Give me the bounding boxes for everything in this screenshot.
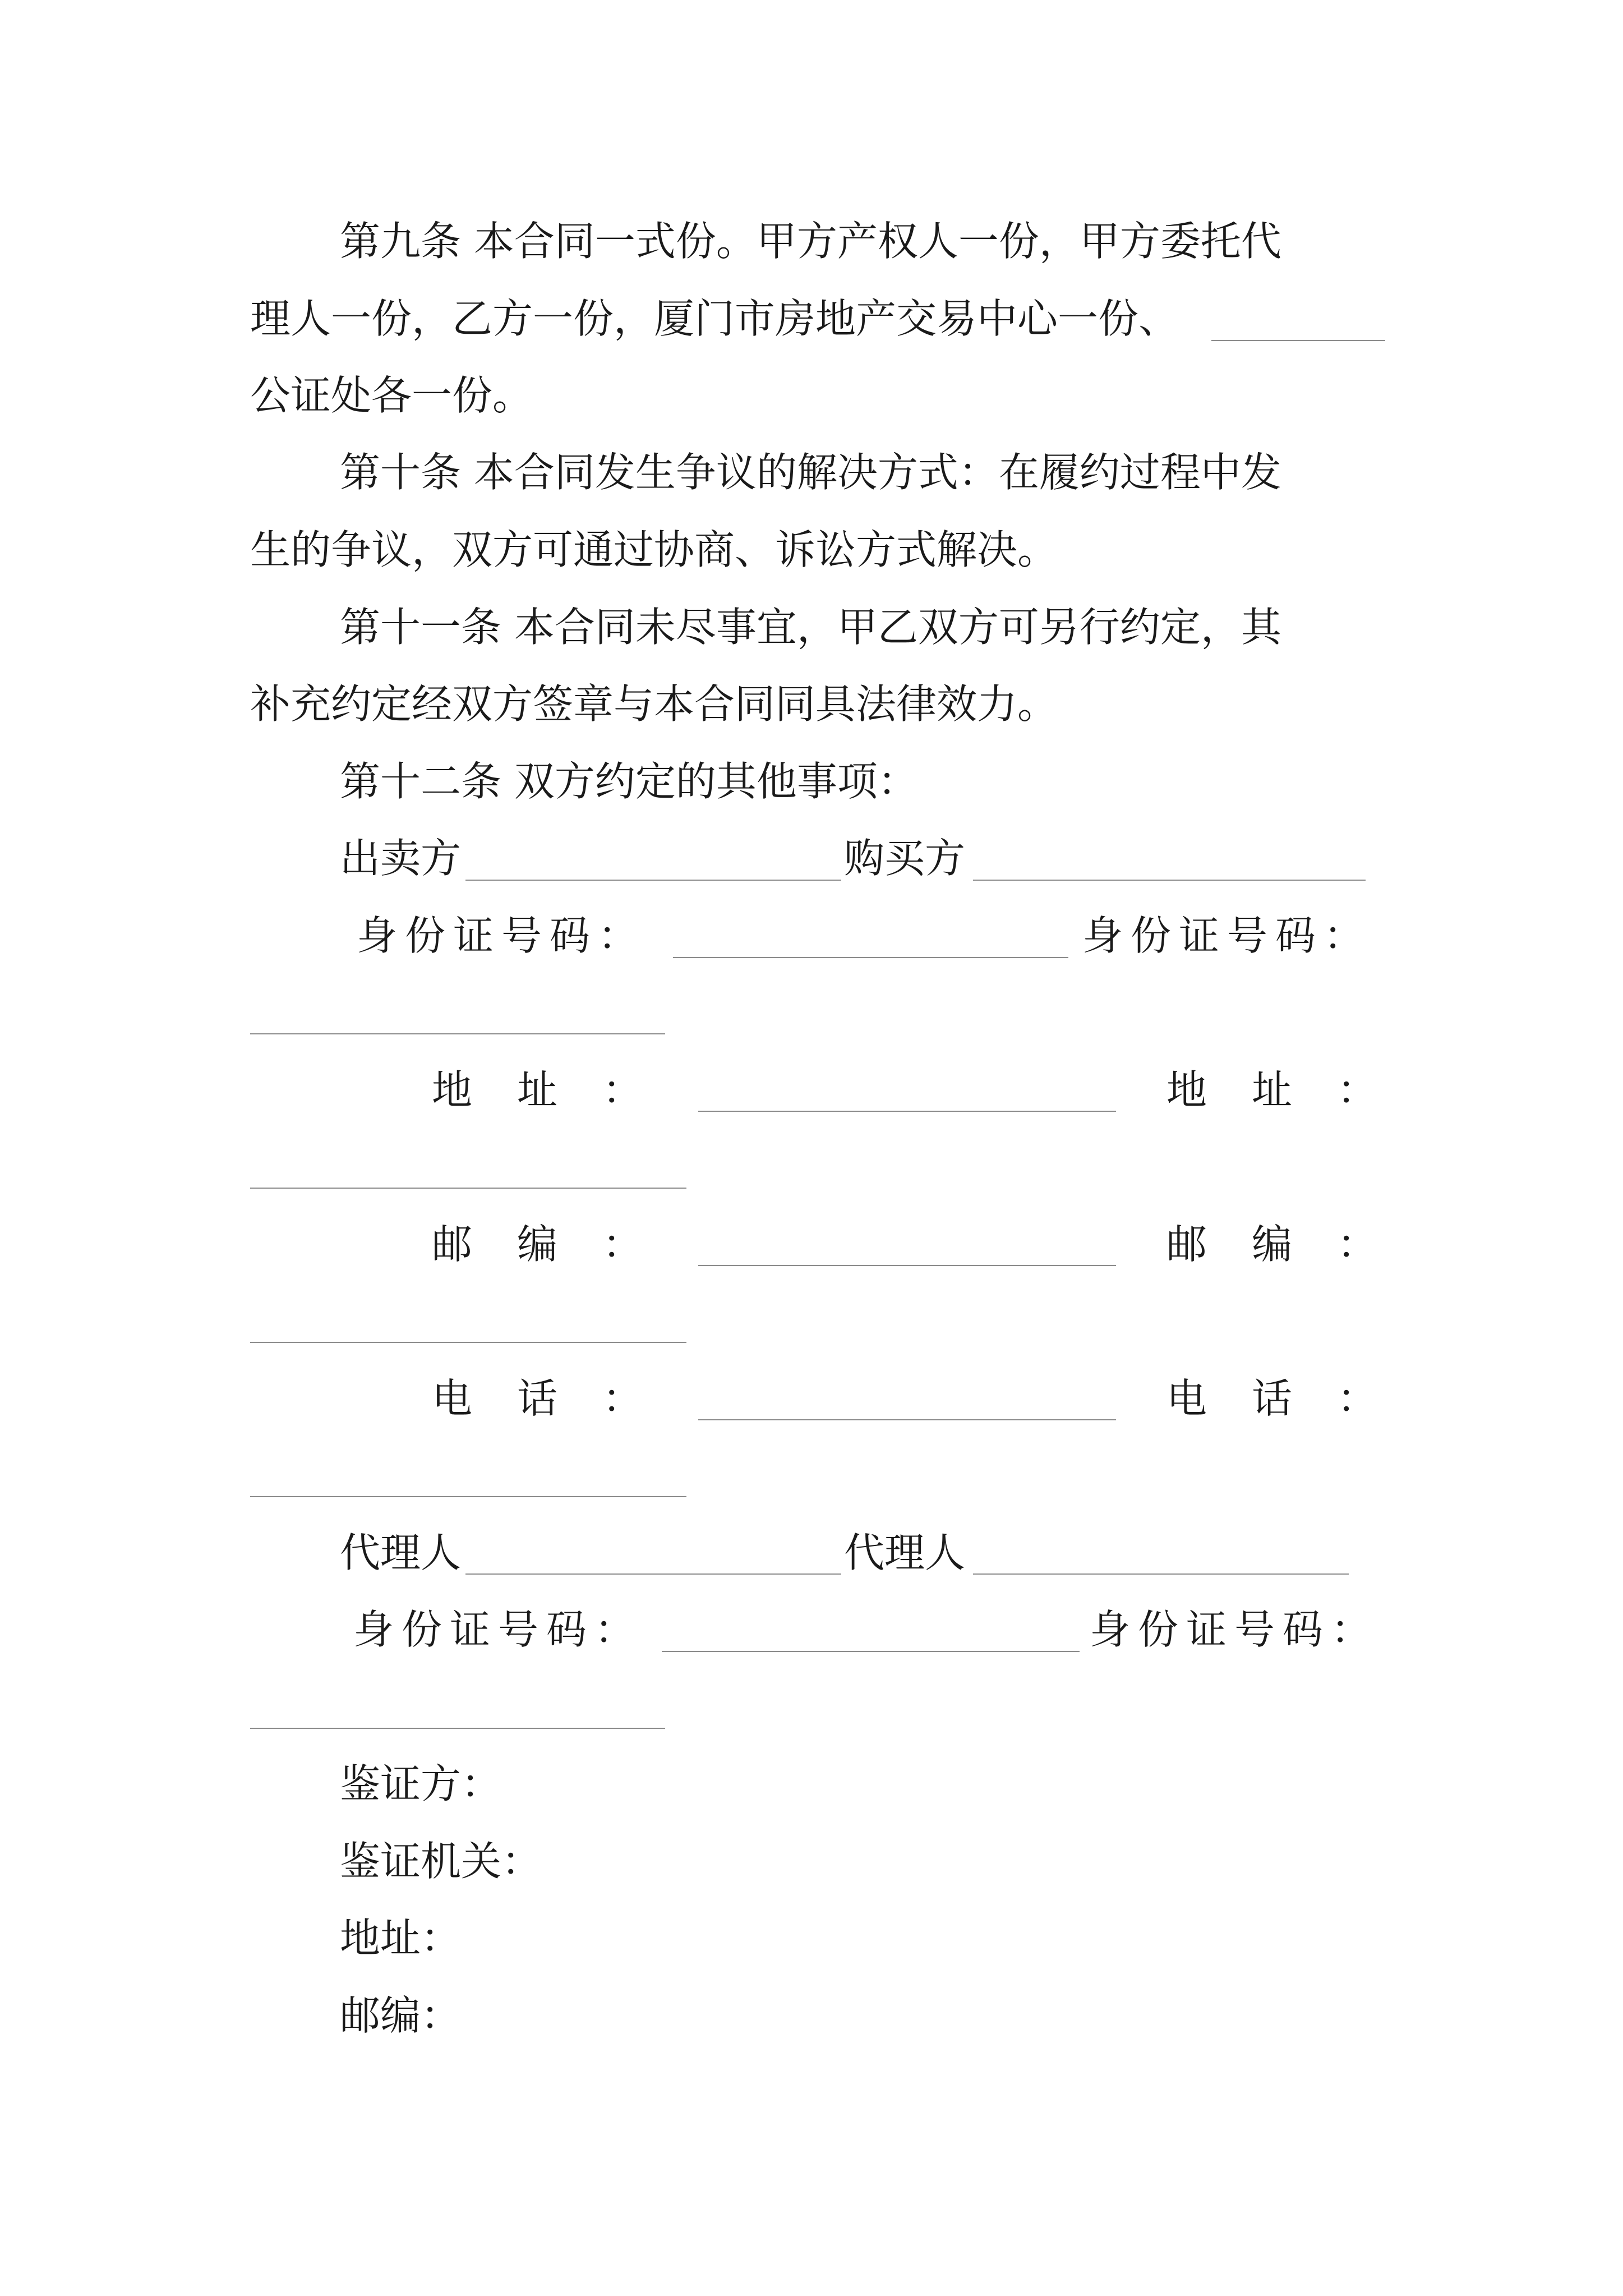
buyer-agent-id-label: 身份证号码： [1090, 1606, 1380, 1653]
seller-postcode-rule [698, 1265, 1116, 1266]
seller-postcode-label: 邮编： [432, 1221, 688, 1268]
seller-agent-label: 代理人 [340, 1529, 462, 1576]
buyer-phone-label: 电话： [1166, 1375, 1423, 1422]
clause-9-line-2: 理人一份，乙方一份，厦门市房地产交易中心一份、 [250, 295, 1179, 342]
buyer-rule [973, 880, 1366, 881]
attestation-authority-label: 鉴证机关： [340, 1838, 542, 1885]
buyer-agent-id-rule [250, 1728, 665, 1729]
attester-label: 鉴证方： [340, 1760, 502, 1807]
clause-11-line-2: 补充约定经双方签章与本合同同具法律效力。 [250, 680, 1058, 728]
buyer-postcode-label: 邮编： [1166, 1221, 1423, 1268]
seller-phone-rule [698, 1419, 1116, 1420]
buyer-address-label: 地址： [1166, 1066, 1423, 1114]
clause-10-line-1: 第十条 本合同发生争议的解决方式：在履约过程中发 [340, 449, 1281, 496]
attestation-address-label: 地址： [340, 1915, 462, 1962]
seller-address-rule [698, 1111, 1116, 1112]
clause-9-line-3: 公证处各一份。 [250, 372, 533, 419]
seller-id-rule [673, 957, 1068, 958]
clause-12-line-1: 第十二条 双方约定的其他事项： [340, 758, 918, 805]
seller-agent-rule [465, 1573, 841, 1575]
clause-10-line-2: 生的争议，双方可通过协商、诉讼方式解决。 [250, 526, 1058, 573]
buyer-id-rule [250, 1033, 665, 1034]
blank-notary-rule [1211, 340, 1385, 341]
buyer-agent-rule [973, 1573, 1349, 1575]
attestation-postcode-label: 邮编： [340, 1992, 462, 2039]
seller-agent-id-label: 身份证号码： [353, 1606, 643, 1653]
buyer-label: 购买方 [844, 835, 966, 882]
buyer-postcode-rule [250, 1342, 686, 1343]
seller-address-label: 地址： [432, 1066, 688, 1114]
seller-label: 出卖方 [340, 835, 462, 882]
seller-phone-label: 电话： [432, 1375, 688, 1422]
buyer-phone-rule [250, 1496, 686, 1497]
clause-11-line-1: 第十一条 本合同未尽事宜，甲乙双方可另行约定，其 [340, 604, 1281, 651]
clause-9-line-1: 第九条 本合同一式份。甲方产权人一份，甲方委托代 [340, 218, 1281, 265]
seller-agent-id-rule [662, 1651, 1080, 1652]
buyer-address-rule [250, 1188, 686, 1189]
buyer-id-label: 身份证号码： [1082, 912, 1372, 959]
buyer-agent-label: 代理人 [844, 1529, 966, 1576]
seller-rule [465, 880, 841, 881]
seller-id-label: 身份证号码： [357, 912, 647, 959]
